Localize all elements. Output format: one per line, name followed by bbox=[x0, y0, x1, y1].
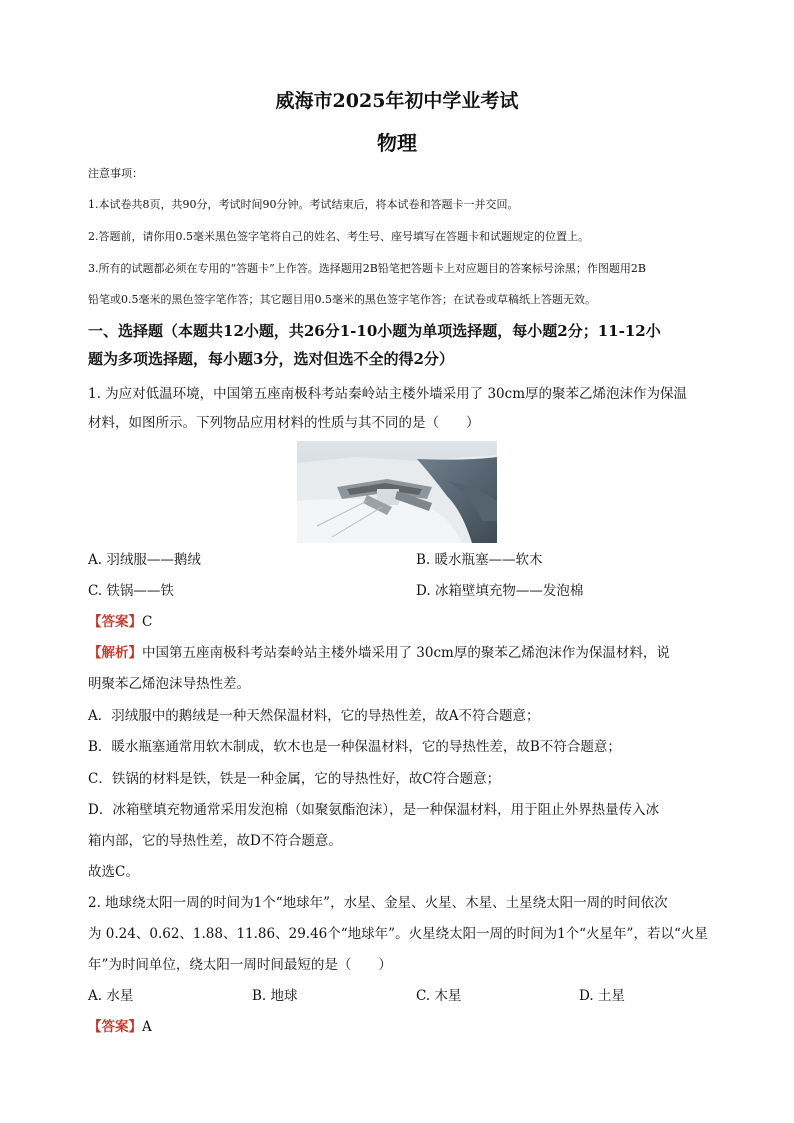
q1-stem-line-1: 1. 为应对低温环境，中国第五座南极科考站秦岭站主楼外墙采用了 30cm厚的聚苯乙烯泡沫作为保温 bbox=[88, 386, 688, 402]
notice-item-1: 1.本试卷共8页，共90分，考试时间90分钟。考试结束后，将本试卷和答题卡一并交回。 bbox=[88, 198, 519, 211]
q1-option-b: B. 暖水瓶塞——软木 bbox=[416, 552, 543, 568]
notice-item-2: 2.答题前，请你用0.5毫米黑色签字笔将自己的姓名、考生号、座号填写在答题卡和试题规定的位置上。 bbox=[88, 230, 589, 243]
q1-explain-d-line-1: D．冰箱壁填充物通常采用发泡棉（如聚氨酯泡沫），是一种保温材料，用于阻止外界热量传入冰 bbox=[88, 802, 660, 818]
q2-stem-line-2: 为 0.24、0.62、1.88、11.86、29.46个“地球年”。火星绕太阳一周的时间为1个“火星年”，若以“火星 bbox=[88, 926, 708, 942]
q1-option-a: A. 羽绒服——鹅绒 bbox=[88, 552, 201, 568]
q2-stem-line-1: 2. 地球绕太阳一周的时间为1个“地球年”，水星、金星、火星、木星、土星绕太阳一周的时间依次 bbox=[88, 895, 668, 911]
q1-analysis-line-1 bbox=[88, 643, 670, 663]
q1-explain-d-line-2: 箱内部，它的导热性差，故D不符合题意。 bbox=[88, 833, 342, 849]
answer-tag: 【答案】 bbox=[88, 614, 142, 630]
q2-option-a: A. 水星 bbox=[88, 988, 134, 1004]
q2-option-c: C. 木星 bbox=[416, 988, 462, 1004]
q1-explain-c: C．铁锅的材料是铁，铁是一种金属，它的导热性好，故C符合题意； bbox=[88, 771, 501, 787]
q1-stem-line-2: 材料，如图所示。下列物品应用材料的性质与其不同的是（ ） bbox=[88, 415, 480, 431]
section-heading-line-1: 一、选择题（本题共12小题，共26分1-10小题为单项选择题，每小题2分；11-12小 bbox=[88, 322, 661, 340]
notice-heading: 注意事项： bbox=[88, 167, 143, 180]
q2-option-d: D. 土星 bbox=[579, 988, 625, 1004]
exam-title: 威海市2025年初中学业考试 bbox=[275, 90, 519, 112]
q2-stem-line-3: 年”为时间单位，绕太阳一周时间最短的是（ ） bbox=[88, 957, 392, 973]
q1-explain-a: A．羽绒服中的鹅绒是一种天然保温材料，它的导热性差，故A不符合题意； bbox=[88, 708, 540, 724]
q1-analysis-line-2: 明聚苯乙烯泡沫导热性差。 bbox=[88, 676, 250, 692]
notice-item-3-line-1: 3.所有的试题都必须在专用的“答题卡”上作答。选择题用2B铅笔把答题卡上对应题目的答案标号涂黑；作图题用2B bbox=[88, 262, 646, 275]
q1-option-c: C. 铁锅——铁 bbox=[88, 583, 174, 599]
antarctic-station-photo bbox=[297, 441, 497, 543]
q1-explain-b: B．暖水瓶塞通常用软木制成，软木也是一种保温材料，它的导热性差，故B不符合题意； bbox=[88, 739, 621, 755]
notice-item-3-line-2: 铅笔或0.5毫米的黑色签字笔作答；其它题目用0.5毫米的黑色签字笔作答；在试卷或草稿纸上答题无效。 bbox=[88, 293, 596, 306]
q2-answer: A bbox=[142, 1019, 152, 1035]
q1-conclusion: 故选C。 bbox=[88, 864, 139, 880]
station-image bbox=[297, 441, 497, 543]
q2-answer-row bbox=[88, 1017, 152, 1037]
q1-analysis-text-1: 中国第五座南极科考站秦岭站主楼外墙采用了 30cm厚的聚苯乙烯泡沫作为保温材料，说 bbox=[142, 645, 670, 661]
analysis-tag: 【解析】 bbox=[88, 645, 142, 661]
q1-answer: C bbox=[142, 614, 153, 630]
exam-subject: 物理 bbox=[377, 131, 417, 155]
answer-tag: 【答案】 bbox=[88, 1019, 142, 1035]
q2-option-b: B. 地球 bbox=[252, 988, 298, 1004]
section-heading-line-2: 题为多项选择题，每小题3分，选对但选不全的得2分） bbox=[88, 350, 454, 368]
q1-answer-row bbox=[88, 612, 152, 632]
q1-option-d: D. 冰箱壁填充物——发泡棉 bbox=[416, 583, 584, 599]
